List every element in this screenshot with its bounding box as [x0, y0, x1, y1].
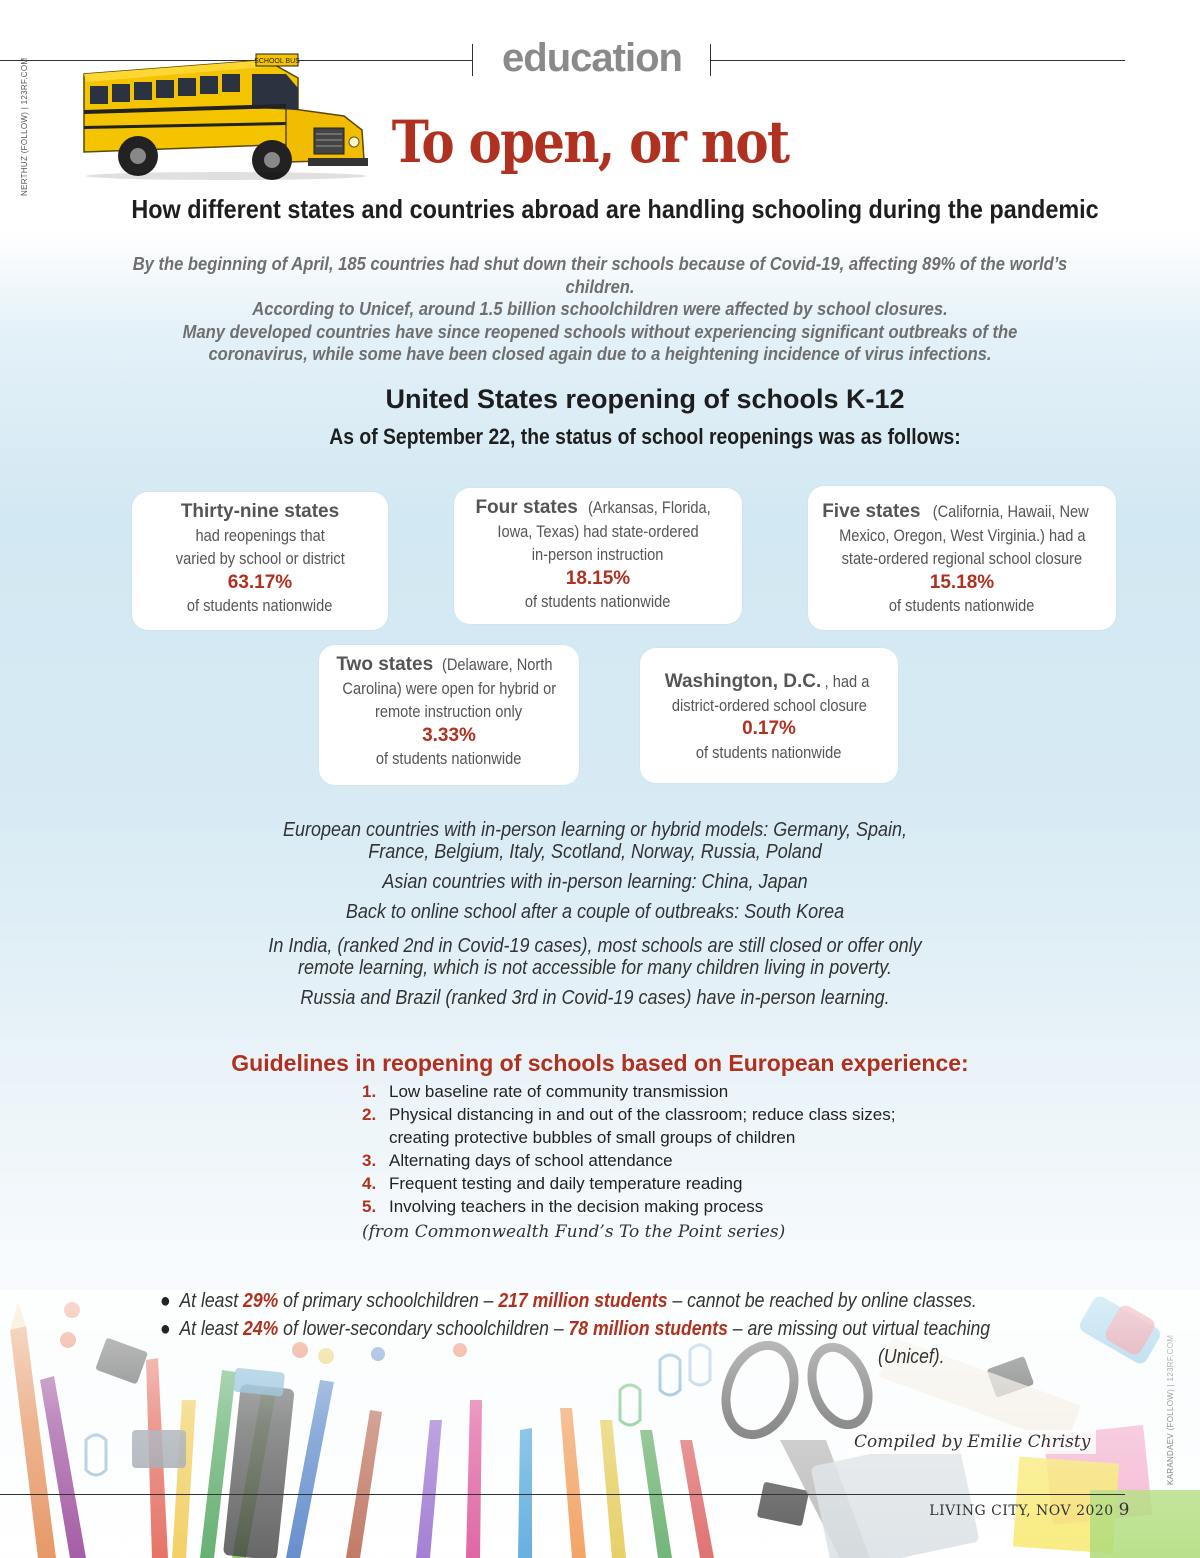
intro-line: By the beginning of April, 185 countries had shut down their schools because of Covid-19, affecting 89% of the world’s children.	[132, 254, 1068, 297]
guideline-number: 4.	[362, 1174, 377, 1193]
card-percentage: 0.17%	[742, 718, 796, 739]
guideline-number: 5.	[362, 1197, 377, 1216]
guideline-number: 1.	[362, 1082, 377, 1101]
publication-name: LIVING CITY, NOV 2020	[929, 1503, 1114, 1519]
stat-text: of lower-secondary schoolchildren –	[278, 1318, 569, 1340]
card-lead: Four states	[475, 497, 578, 518]
stat-source	[878, 1346, 998, 1369]
card-footnote: of students nationwide	[696, 742, 842, 762]
stat-highlight: 78 million students	[568, 1318, 728, 1340]
status-card-five-states	[808, 486, 1116, 630]
us-section-title: United States reopening of schools K-12	[385, 384, 905, 414]
world-russia-brazil	[240, 987, 951, 1009]
stat-source-text: (Unicef).	[878, 1346, 945, 1368]
guideline-text: Low baseline rate of community transmission	[389, 1082, 729, 1101]
stat-highlight: 217 million students	[498, 1290, 668, 1312]
status-card-two-states	[319, 645, 579, 785]
stat-lower-secondary	[160, 1318, 1120, 1341]
guideline-text: Physical distancing in and out of the classroom; reduce class sizes;	[389, 1105, 896, 1124]
page-number: 9	[1118, 1500, 1130, 1520]
world-india	[240, 935, 951, 979]
compiled-by: Compiled by Emilie Christy	[848, 1430, 1096, 1454]
stat-highlight: 29%	[243, 1290, 279, 1312]
world-asia	[240, 871, 951, 893]
header-rule-right	[710, 60, 1125, 61]
world-line: Asian countries with in-person learning: China, Japan	[382, 871, 808, 893]
guideline-text: Frequent testing and daily temperature reading	[389, 1174, 743, 1193]
card-text: district-ordered school closure	[671, 695, 867, 715]
card-detail: , had a	[824, 672, 870, 691]
guideline-item	[362, 1172, 982, 1195]
world-line: European countries with in-person learning or hybrid models: Germany, Spain,	[282, 819, 907, 841]
stat-text: – are missing out virtual teaching	[727, 1318, 991, 1340]
page-footer	[929, 1500, 1130, 1520]
status-card-washington-dc	[640, 648, 898, 783]
card-text: Carolina) were open for hybrid or	[342, 678, 556, 698]
intro-line: coronavirus, while some have been closed again due to a heightening incidence of virus infections.	[208, 344, 992, 364]
stat-primary-school	[160, 1290, 1120, 1313]
world-europe	[240, 819, 951, 863]
card-text: Mexico, Oregon, West Virginia.) had a	[838, 525, 1086, 545]
world-line: remote learning, which is not accessible for many children living in poverty.	[298, 957, 892, 979]
card-percentage: 15.18%	[929, 571, 995, 593]
stat-text: At least	[179, 1318, 244, 1340]
guideline-number: 2.	[362, 1105, 377, 1124]
card-percentage: 18.15%	[565, 567, 631, 589]
card-text: Iowa, Texas) had state-ordered	[497, 521, 699, 541]
card-footnote: of students nationwide	[889, 596, 1035, 615]
guidelines-title: Guidelines in reopening of schools based on European experience:	[231, 1050, 969, 1076]
stat-text: of primary schoolchildren –	[278, 1290, 499, 1312]
card-footnote: of students nationwide	[187, 596, 333, 615]
card-lead: Two states	[336, 654, 434, 675]
world-line: Back to online school after a couple of outbreaks: South Korea	[345, 901, 845, 923]
bullet-icon: ●	[160, 1318, 171, 1340]
guideline-item	[362, 1195, 982, 1218]
card-detail: (Arkansas, Florida,	[587, 498, 711, 517]
us-section-subtitle: As of September 22, the status of school reopenings was as follows:	[329, 424, 961, 449]
bus-sign-text: SCHOOL BUS	[254, 58, 300, 65]
header-tick-left	[472, 44, 473, 76]
status-card-thirty-nine-states	[132, 492, 388, 630]
header-tick-right	[710, 44, 711, 76]
card-detail: (Delaware, North	[442, 655, 553, 674]
intro-line: Many developed countries have since reopened schools without experiencing significant outbreaks of the	[182, 321, 1018, 342]
guideline-item	[362, 1149, 982, 1172]
guideline-number: 3.	[362, 1151, 377, 1170]
stat-text: – cannot be reached by online classes.	[667, 1290, 977, 1312]
article-headline: To open, or not	[391, 108, 789, 176]
bullet-icon: ●	[160, 1290, 171, 1312]
card-text: state-ordered regional school closure	[841, 549, 1083, 568]
card-detail: (California, Hawaii, New	[933, 502, 1090, 521]
card-footnote: of students nationwide	[376, 749, 522, 768]
card-footnote: of students nationwide	[525, 592, 671, 611]
article-intro	[103, 253, 1097, 366]
card-lead: Thirty-nine states	[180, 501, 340, 522]
article-subhead: How different states and countries abroad are handling schooling during the pandemic	[131, 194, 1099, 224]
photo-credit-left: NERTHUZ (FOLLOW) | 123RF.COM	[20, 57, 29, 196]
card-lead: Five states	[822, 501, 921, 522]
card-text: in-person instruction	[532, 545, 664, 564]
guideline-item	[362, 1103, 982, 1149]
card-text: remote instruction only	[375, 702, 523, 721]
stat-text: At least	[179, 1290, 244, 1312]
status-card-four-states	[454, 488, 742, 624]
section-label: education	[502, 36, 682, 80]
world-line: Russia and Brazil (ranked 3rd in Covid-19 cases) have in-person learning.	[300, 987, 890, 1009]
intro-line: According to Unicef, around 1.5 billion schoolchildren were affected by school closures.	[252, 299, 948, 319]
guideline-item	[362, 1080, 982, 1103]
card-percentage: 3.33%	[422, 724, 476, 746]
guideline-text: Involving teachers in the decision making process	[389, 1197, 764, 1216]
card-percentage: 63.17%	[227, 571, 293, 593]
footer-rule	[0, 1494, 1125, 1495]
guideline-text: Alternating days of school attendance	[389, 1151, 673, 1170]
world-line: France, Belgium, Italy, Scotland, Norway, Russia, Poland	[368, 841, 822, 863]
card-text: varied by school or district	[175, 549, 345, 568]
card-lead: Washington, D.C.	[664, 671, 822, 692]
world-south-korea	[240, 901, 951, 923]
guidelines-list	[362, 1080, 982, 1218]
card-text: had reopenings that	[195, 525, 325, 545]
stat-highlight: 24%	[243, 1318, 279, 1340]
guideline-text: creating protective bubbles of small groups of children	[389, 1128, 796, 1147]
school-bus-image	[76, 44, 376, 184]
world-line: In India, (ranked 2nd in Covid-19 cases), most schools are still closed or offer only	[268, 935, 922, 957]
guidelines-source: (from Commonwealth Fund’s To the Point series)	[362, 1222, 786, 1242]
